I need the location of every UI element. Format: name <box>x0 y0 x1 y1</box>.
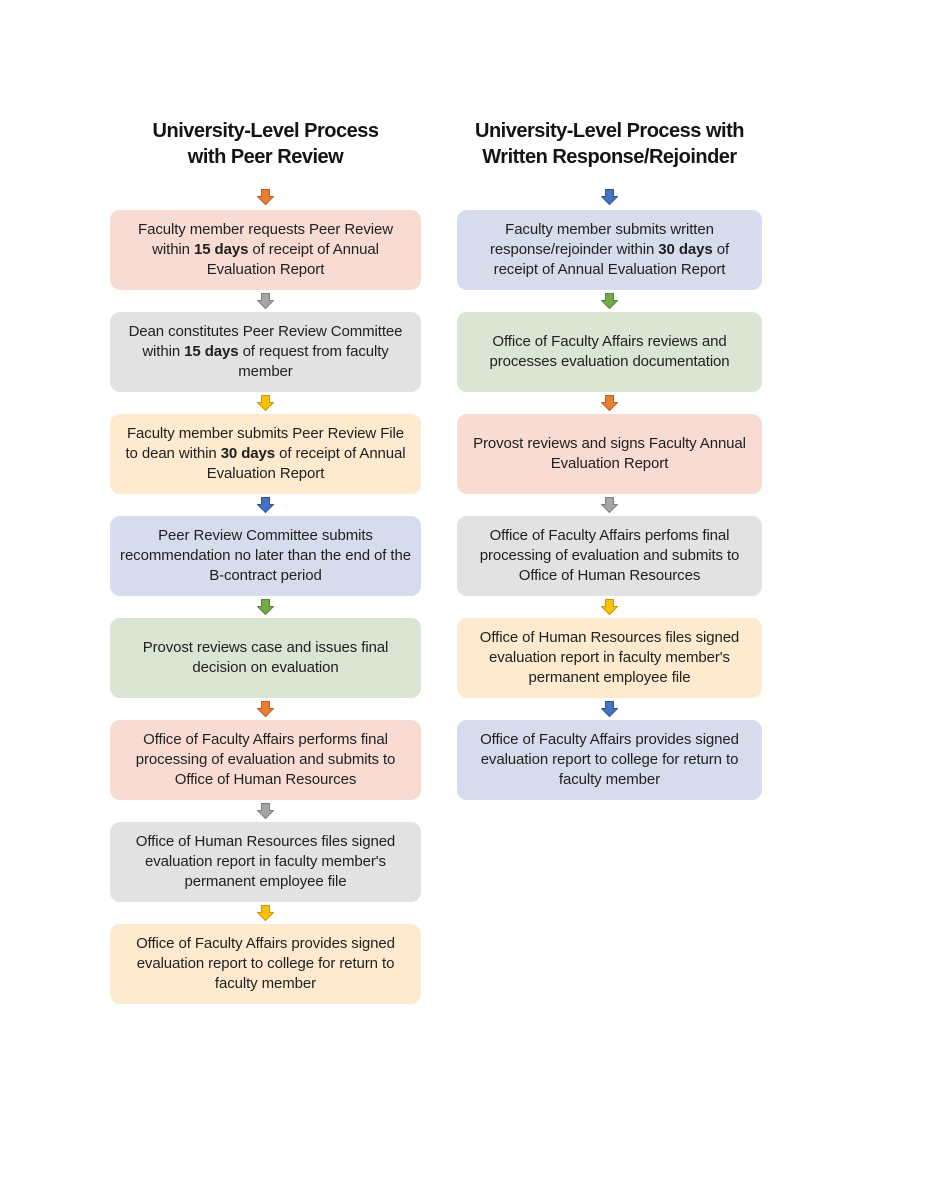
column-title-peer-review <box>153 118 379 170</box>
down-arrow-icon <box>601 293 618 309</box>
process-step <box>110 210 421 290</box>
step-text: Faculty member submits written response/rejoinder within 30 days of receipt of Annual Evaluation Report <box>489 221 730 278</box>
process-step <box>110 516 421 596</box>
process-step <box>457 618 762 698</box>
title-line: University-Level Process <box>152 120 379 142</box>
down-arrow-icon <box>257 189 274 205</box>
process-step <box>110 822 421 902</box>
step-text: Office of Faculty Affairs perfoms final processing of evaluation and submits to Office of Human Resources <box>479 527 740 584</box>
title-line: Written Response/Rejoinder <box>482 146 737 168</box>
down-arrow-icon <box>257 497 274 513</box>
down-arrow-icon <box>257 803 274 819</box>
column-title-written-response <box>475 118 744 170</box>
down-arrow-icon <box>257 599 274 615</box>
process-step <box>457 414 762 494</box>
process-step <box>457 210 762 290</box>
process-step <box>110 312 421 392</box>
process-step <box>457 720 762 800</box>
flow-steps-written-response <box>457 170 762 800</box>
step-text: Office of Faculty Affairs provides signed evaluation report to college for return to faculty member <box>136 935 395 992</box>
down-arrow-icon <box>601 189 618 205</box>
down-arrow-icon <box>601 395 618 411</box>
down-arrow-icon <box>601 701 618 717</box>
process-step <box>110 924 421 1004</box>
step-text: Office of Faculty Affairs performs final processing of evaluation and submits to Office of Human Resources <box>135 731 396 788</box>
step-text: Office of Faculty Affairs provides signed evaluation report to college for return to faculty member <box>480 731 739 788</box>
step-text: Office of Human Resources files signed evaluation report in faculty member's permanent employee file <box>135 833 396 890</box>
step-text: Peer Review Committee submits recommendation no later than the end of the B-contract period <box>120 527 411 584</box>
flow-steps-peer-review <box>110 170 421 1004</box>
process-step <box>110 618 421 698</box>
step-text: Provost reviews case and issues final decision on evaluation <box>142 639 389 676</box>
down-arrow-icon <box>257 905 274 921</box>
process-step <box>457 312 762 392</box>
process-step <box>110 720 421 800</box>
down-arrow-icon <box>257 395 274 411</box>
process-step <box>110 414 421 494</box>
down-arrow-icon <box>601 599 618 615</box>
step-text: Faculty member submits Peer Review File to dean within 30 days of receipt of Annual Evaluation Report <box>125 425 406 482</box>
step-text: Dean constitutes Peer Review Committee within 15 days of request from faculty member <box>128 323 403 380</box>
process-step <box>457 516 762 596</box>
down-arrow-icon <box>257 293 274 309</box>
title-line: University-Level Process with <box>475 120 744 142</box>
title-line: with Peer Review <box>187 146 344 168</box>
step-text: Office of Faculty Affairs reviews and processes evaluation documentation <box>489 333 730 370</box>
step-text: Office of Human Resources files signed evaluation report in faculty member's permanent employee file <box>479 629 740 686</box>
flow-column-peer-review <box>110 0 421 1004</box>
step-text: Faculty member requests Peer Review within 15 days of receipt of Annual Evaluation Report <box>138 221 393 278</box>
step-text: Provost reviews and signs Faculty Annual Evaluation Report <box>473 435 746 472</box>
down-arrow-icon <box>257 701 274 717</box>
down-arrow-icon <box>601 497 618 513</box>
flow-column-written-response <box>457 0 762 800</box>
